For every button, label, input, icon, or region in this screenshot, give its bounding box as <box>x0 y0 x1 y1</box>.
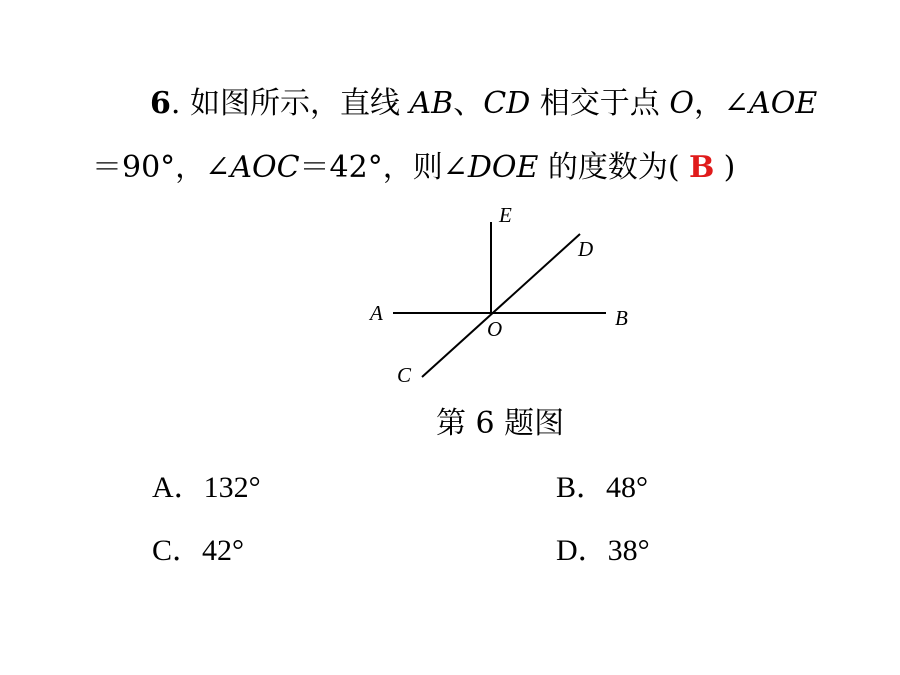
option-value: 48° <box>606 471 649 504</box>
option-label: D． <box>556 534 608 567</box>
option-c <box>152 531 244 571</box>
question-text: ＝42°，则∠ <box>299 150 468 185</box>
label-d: D <box>578 237 594 261</box>
question-number-dot: . <box>170 86 181 121</box>
label-e: E <box>499 203 512 227</box>
line-cd-label: CD <box>483 86 531 121</box>
line-cd <box>422 234 580 377</box>
question-text: 的度数为( <box>538 150 680 185</box>
option-label: C． <box>152 534 203 567</box>
question-text: ，∠ <box>693 86 750 121</box>
option-label: A． <box>152 471 204 504</box>
label-o: O <box>487 317 503 341</box>
line-ab-label: AB <box>409 86 454 121</box>
label-a: A <box>370 301 383 325</box>
angle-aoc-label: AOC <box>230 150 300 185</box>
question-text: 如图所示，直线 <box>189 86 410 121</box>
question-text: ＝90°，∠ <box>92 150 231 185</box>
option-value: 42° <box>202 534 245 567</box>
option-b <box>556 468 648 508</box>
question-text: ) <box>723 150 736 185</box>
label-c: C <box>397 363 412 387</box>
label-b: B <box>615 306 628 330</box>
answer-mark: B <box>688 150 715 185</box>
question-text: 相交于点 <box>530 86 670 121</box>
angle-aoe-label: AOE <box>749 86 818 121</box>
figure-caption: 第 6 题图 <box>436 406 565 441</box>
question-text: 、 <box>453 86 484 121</box>
angle-doe-label: DOE <box>467 150 539 185</box>
option-value: 38° <box>607 534 650 567</box>
option-label: B． <box>556 471 607 504</box>
option-a <box>152 468 261 508</box>
option-d <box>556 531 650 571</box>
point-o-label: O <box>669 86 694 121</box>
question-number: 6 <box>150 86 171 121</box>
option-value: 132° <box>203 471 261 504</box>
